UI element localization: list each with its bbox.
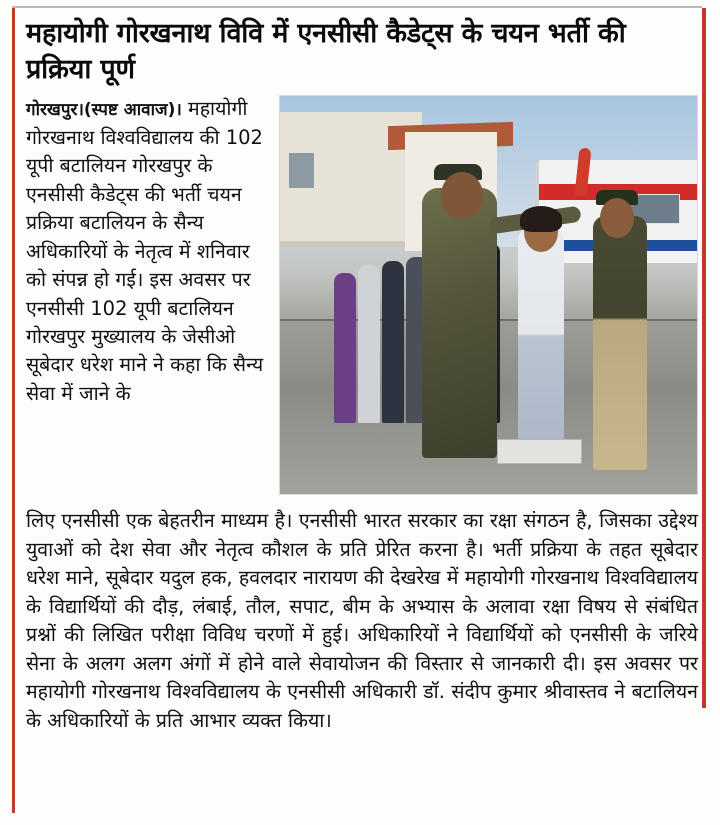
- article-continuation: लिए एनसीसी एक बेहतरीन माध्यम है। एनसीसी भारत सरकार का रक्षा संगठन है, जिसका उद्देश्य युवाओं को देश सेवा और नेतृत्व कौशल के प्रति प्रेरित करना है। भर्ती प्रक्रिया के तहत सूबेदार धरेश माने, सूबेदार यदुल हक, हवलदार नारायण की देखरेख में महायोगी गोरखनाथ विश्वविद्यालय के विद्यार्थियों की दौड़, लंबाई, तौल, सपाट, बीम के अभ्यास के अलावा रक्षा विषय से संबंधित प्रश्नों की लिखित परीक्षा विविध चरणों में हुई। अधिकारियों ने विद्यार्थियों को एनसीसी के जरिये सेना के अलग अलग अंगों में होने वाले सेवायोजन की विस्तार से जानकारी दी। इस अवसर पर महायोगी गोरखनाथ विश्वविद्यालय के एनसीसी अधिकारी डॉ. संदीप कुमार श्रीवास्तव ने बटालियन के अधिकारियों के प्रति आभार व्यक्त किया।: [26, 509, 698, 732]
- left-red-rule: [12, 8, 15, 813]
- page-title: महायोगी गोरखनाथ विवि में एनसीसी कैडेट्स के चयन भर्ती की प्रक्रिया पूर्ण: [26, 18, 626, 85]
- photo-lady-officer-head: [600, 198, 634, 238]
- top-divider: [12, 6, 702, 8]
- photo-lady-officer: [593, 216, 647, 471]
- photo-cadet-being-measured: [518, 228, 564, 459]
- photo-cadet-hair: [520, 206, 562, 232]
- photo-cadet: [382, 261, 404, 423]
- photo-weighing-scale: [497, 439, 582, 465]
- photo-army-officer: [422, 188, 497, 459]
- lead-paragraph: महायोगी गोरखनाथ विश्वविद्यालय की 102 यूपी बटालियन गोरखपुर के एनसीसी कैडेट्स की भर्ती चयन प्रक्रिया बटालियन के सैन्य अधिकारियों के नेतृत्व में शनिवार को संपन्न हो गई। इस अवसर पर एनसीसी 102 यूपी बटालियन गोरखपुर मुख्यालय के जेसीओ सूबेदार धरेश माने ने कहा कि सैन्य सेवा में जाने के: [26, 97, 264, 405]
- photo-cadet: [334, 273, 356, 423]
- dateline: गोरखपुर।(स्पष्ट आवाज)।: [26, 100, 182, 121]
- article-photo: [279, 95, 698, 495]
- clipping-bottom-edge: [26, 807, 694, 821]
- article-body: [26, 95, 698, 735]
- photo-cadet: [358, 265, 380, 423]
- photo-officer-head: [441, 172, 483, 218]
- right-red-rule: [702, 8, 706, 708]
